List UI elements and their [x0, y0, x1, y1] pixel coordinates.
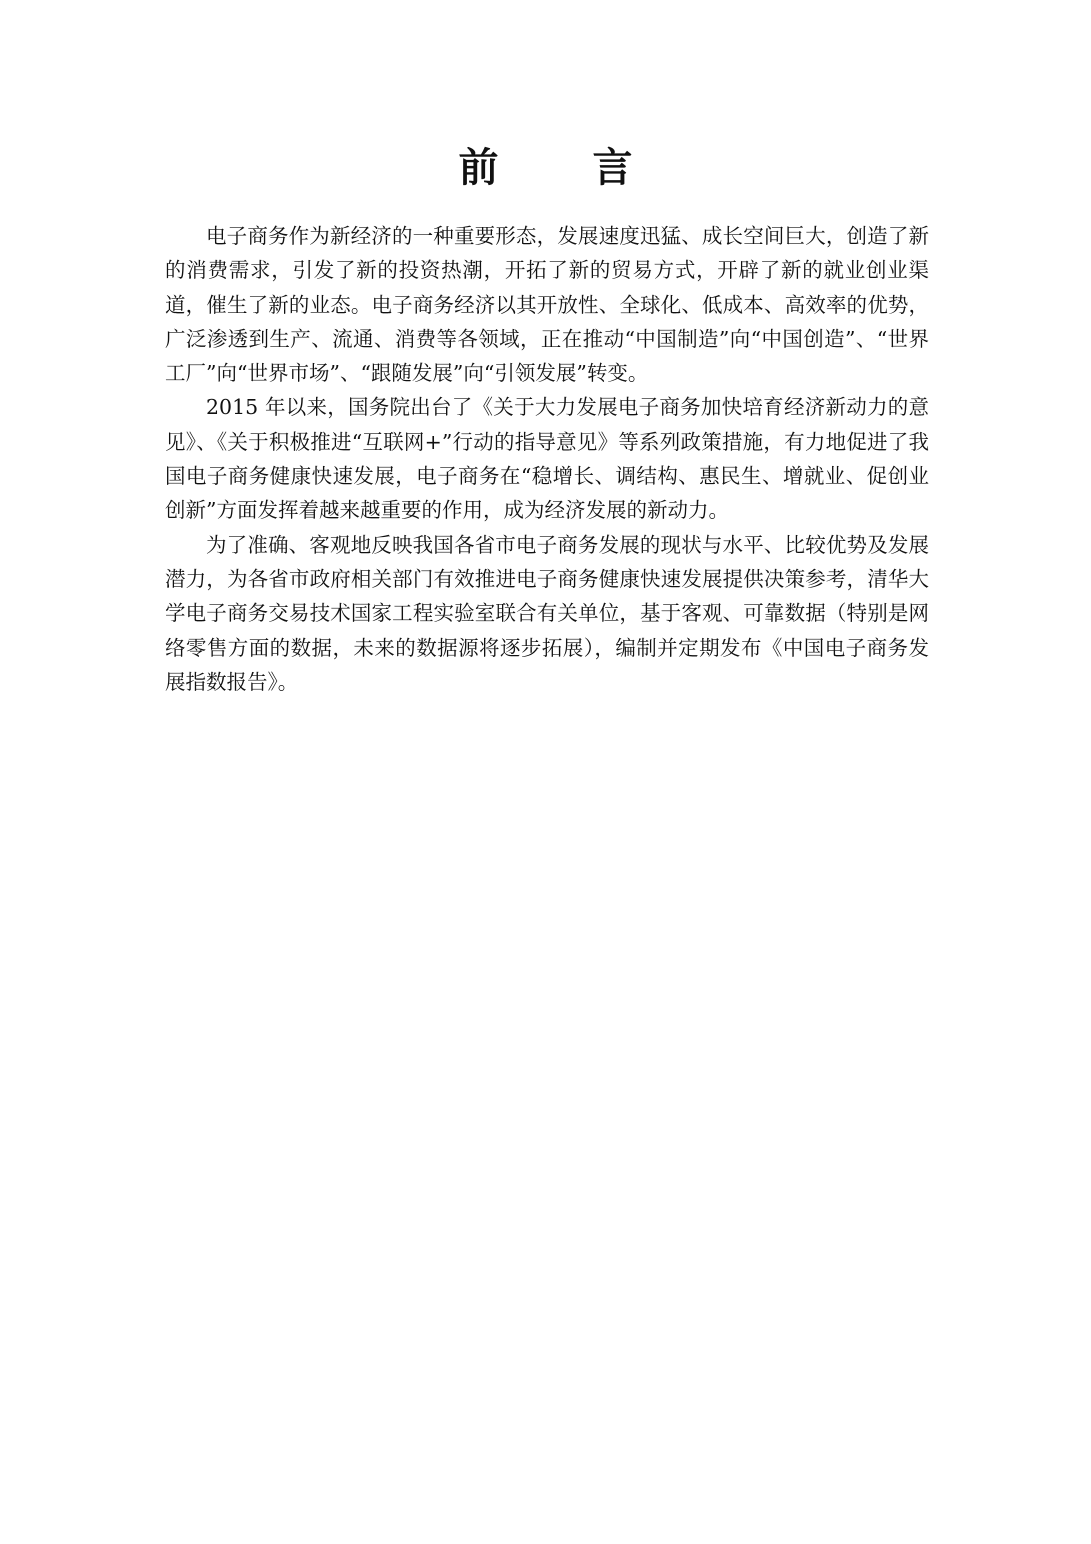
- paragraph-2: 2015 年以来，国务院出台了《关于大力发展电子商务加快培育经济新动力的意见》、《关于积极推进“互联网+”行动的指导意见》等系列政策措施，有力地促进了我国电子商务健康快速发展，电子商务在“稳增长、调结构、惠民生、增就业、促创业创新”方面发挥着越来越重要的作用，成为经济发展的新动力。: [165, 395, 929, 523]
- page-title: 前 言: [458, 145, 673, 191]
- paragraph-1: 电子商务作为新经济的一种重要形态，发展速度迅猛、成长空间巨大，创造了新的消费需求，引发了新的投资热潮，开拓了新的贸易方式，开辟了新的就业创业渠道，催生了新的业态。电子商务经济以其开放性、全球化、低成本、高效率的优势，广泛渗透到生产、流通、消费等各领域，正在推动“中国制造”向“中国创造”、“世界工厂”向“世界市场”、“跟随发展”向“引领发展”转变。: [165, 224, 929, 386]
- body-text: [165, 219, 929, 699]
- paragraph-3: 为了准确、客观地反映我国各省市电子商务发展的现状与水平、比较优势及发展潜力，为各省市政府相关部门有效推进电子商务健康快速发展提供决策参考，清华大学电子商务交易技术国家工程实验室联合有关单位，基于客观、可靠数据（特别是网络零售方面的数据，未来的数据源将逐步拓展），编制并定期发布《中国电子商务发展指数报告》。: [165, 532, 929, 694]
